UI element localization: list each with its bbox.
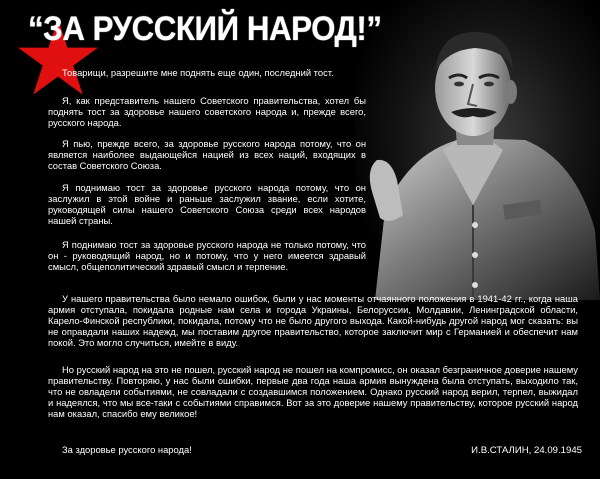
paragraph-7-text: Но русский народ на это не пошел, русский народ не пошел на компромисс, он оказал безграничное доверие нашему правительству. Повторяю, у нас были ошибки, первые два года наша армия вынуждена была отступать, выходило так, что не овладели событиями, не совладали с создавшимся положением. Однако русский народ верил, терпел, выжидал и надеялся, что мы все-таки с событиями справимся. Вот за это доверие нашему правительству, которое русский народ нам оказал, спасибо ему великое! [48, 364, 578, 420]
paragraph-2-text: Я, как представитель нашего Советского правительства, хотел бы поднять тост за здоровье нашего советского народа и, прежде всего, русского народа. [48, 95, 366, 129]
paragraph-5 [48, 239, 366, 272]
paragraph-7 [48, 364, 578, 419]
poster-title: “ЗА РУССКИЙ НАРОД!” [28, 10, 382, 48]
paragraph-1 [48, 67, 366, 78]
paragraph-2 [48, 95, 366, 128]
paragraph-1-text: Товарищи, разрешите мне поднять еще один, последний тост. [62, 67, 334, 78]
paragraph-6-text: У нашего правительства было немало ошибок, были у нас моменты отчаянного положения в 1941-42 гг., когда наша армия отступала, покидала родные нам села и города Украины, Белоруссии, Молдавии, Ленинградской области, Карело-Финской республики, покидала, потому что не было другого выхода. Какой-нибудь другой народ мог сказать: вы не оправдали наших надежд, мы поставим другое правительство, которое заключит мир с Германией и обеспечит нам покой. Это могло случиться, имейте в виду. [48, 293, 578, 349]
paragraph-5-text: Я поднимаю тост за здоровье русского народа не только потому, что он - руководящий народ, но и потому, что у него имеется здравый смысл, общеполитический здравый смысл и терпение. [48, 239, 366, 273]
closing-toast-text: За здоровье русского народа! [62, 444, 192, 455]
paragraph-4 [48, 182, 366, 226]
closing-toast [48, 444, 348, 455]
paragraph-4-text: Я поднимаю тост за здоровье русского народа потому, что он заслужил в этой войне и раньше заслужил звание, если хотите, руководящей силы нашего Советского Союза среди всех народов нашей страны. [48, 182, 366, 227]
paragraph-6 [48, 293, 578, 348]
signature: И.В.СТАЛИН, 24.09.1945 [471, 445, 582, 456]
paragraph-3 [48, 138, 366, 171]
paragraph-3-text: Я пью, прежде всего, за здоровье русского народа потому, что он является наиболее выдающейся нацией из всех наций, входящих в состав Советского Союза. [48, 138, 366, 172]
